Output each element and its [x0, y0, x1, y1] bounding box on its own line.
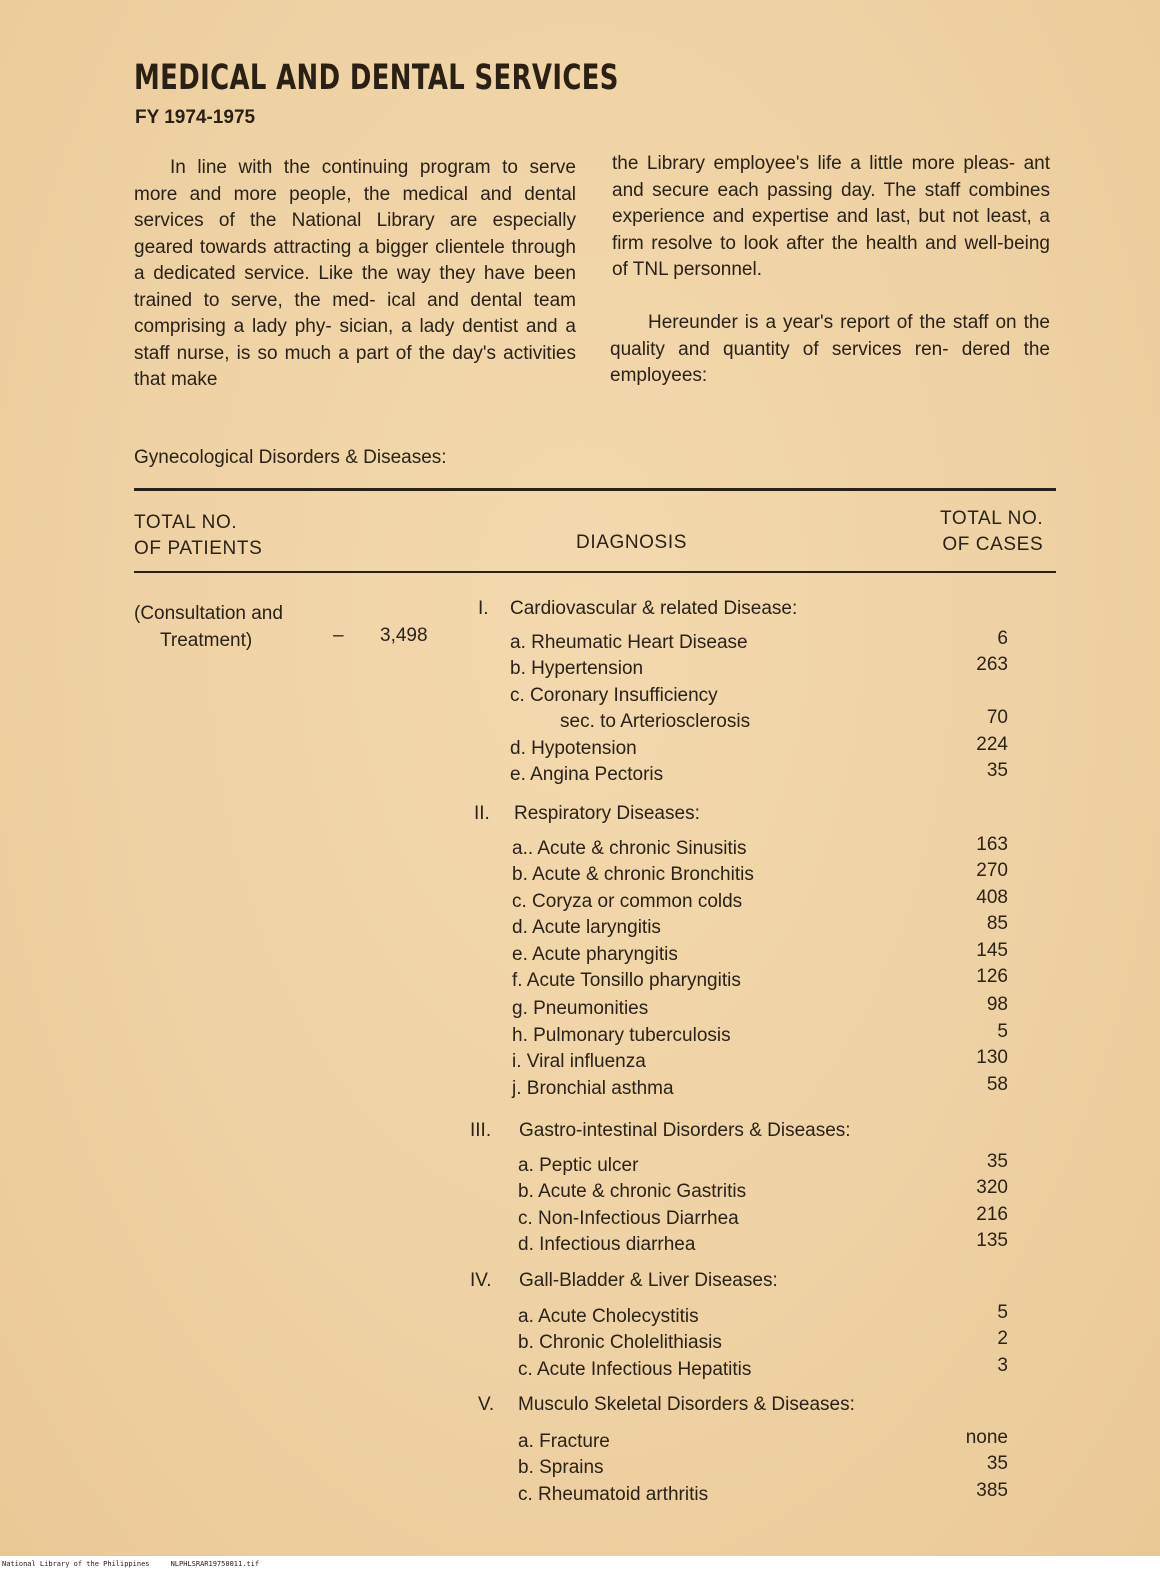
- diagnosis-item-label: b. Chronic Cholelithiasis: [518, 1332, 722, 1353]
- diagnosis-item-cases: 130: [976, 1047, 1008, 1068]
- section-numeral: III.: [470, 1120, 492, 1141]
- diagnosis-item-cases: 135: [976, 1230, 1008, 1251]
- diagnosis-item-cases: 35: [986, 1453, 1008, 1474]
- diagnosis-item-label: a. Fracture: [518, 1431, 610, 1452]
- diagnosis-item-label: d. Infectious diarrhea: [518, 1234, 696, 1255]
- diagnosis-item-cases: 70: [986, 707, 1008, 728]
- diagnosis-item-cases: 2: [997, 1328, 1008, 1349]
- diagnosis-item-label: a. Rheumatic Heart Disease: [510, 632, 748, 653]
- section-title: Gastro-intestinal Disorders & Diseases:: [519, 1120, 851, 1141]
- diagnosis-item-cases: 3: [997, 1355, 1008, 1376]
- diagnosis-item-cases: 145: [976, 940, 1008, 961]
- diagnosis-item-label: j. Bronchial asthma: [512, 1078, 674, 1099]
- diagnosis-item-label: a. Peptic ulcer: [518, 1155, 639, 1176]
- diagnosis-item-label: d. Hypotension: [510, 738, 637, 759]
- scan-footer-caption: National Library of the Philippines NLPHLSRAR19750011.tif: [2, 1560, 260, 1568]
- diagnosis-item-cases: 126: [976, 966, 1008, 987]
- diagnosis-item-cases: 320: [976, 1177, 1008, 1198]
- patients-total: 3,498: [380, 625, 428, 646]
- gynecological-label: Gynecological Disorders & Diseases:: [134, 447, 447, 468]
- diagnosis-item-label: c. Rheumatoid arthritis: [518, 1484, 709, 1505]
- diagnosis-item-label: b. Hypertension: [510, 658, 644, 679]
- diagnosis-item-label: g. Pneumonities: [512, 998, 649, 1019]
- patients-dash: –: [333, 625, 344, 646]
- patients-description-line1: (Consultation and: [134, 603, 283, 624]
- diagnosis-item-label: c. Non-Infectious Diarrhea: [518, 1208, 739, 1229]
- intro-paragraph-right-2: Hereunder is a year's report of the staff on the quality and quantity of services ren- dered the employees:: [610, 312, 1050, 386]
- diagnosis-item-cases: 163: [976, 834, 1008, 855]
- header-total-patients-line1: TOTAL NO.: [134, 512, 238, 533]
- diagnosis-item-label: b. Acute & chronic Bronchitis: [512, 864, 754, 885]
- section-numeral: IV.: [470, 1270, 492, 1291]
- diagnosis-item-label: c. Coryza or common colds: [512, 891, 743, 912]
- diagnosis-item-label: e. Acute pharyngitis: [512, 944, 678, 965]
- diagnosis-item-cases: 224: [976, 734, 1008, 755]
- diagnosis-item-cases: 6: [997, 628, 1008, 649]
- diagnosis-item-cases: 58: [986, 1074, 1008, 1095]
- diagnosis-item-label: b. Sprains: [518, 1457, 604, 1478]
- diagnosis-item-label: c. Acute Infectious Hepatitis: [518, 1359, 752, 1380]
- section-title: Respiratory Diseases:: [514, 803, 700, 824]
- section-title: Musculo Skeletal Disorders & Diseases:: [518, 1394, 855, 1415]
- diagnosis-item-label: sec. to Arteriosclerosis: [560, 711, 751, 732]
- diagnosis-item-label: i. Viral influenza: [512, 1051, 646, 1072]
- section-numeral: V.: [478, 1394, 495, 1415]
- diagnosis-item-label: c. Coronary Insufficiency: [510, 685, 718, 706]
- diagnosis-item-cases: 385: [976, 1480, 1008, 1501]
- header-total-cases-line2: OF CASES: [942, 534, 1044, 555]
- diagnosis-item-label: h. Pulmonary tuberculosis: [512, 1025, 731, 1046]
- header-total-cases-line1: TOTAL NO.: [940, 508, 1044, 529]
- diagnosis-item-cases: 263: [976, 654, 1008, 675]
- diagnosis-item-cases: 408: [976, 887, 1008, 908]
- diagnosis-item-cases: 270: [976, 860, 1008, 881]
- header-diagnosis: DIAGNOSIS: [576, 532, 687, 553]
- patients-description: [134, 600, 283, 654]
- diagnosis-item-label: b. Acute & chronic Gastritis: [518, 1181, 747, 1202]
- diagnosis-item-cases: 35: [986, 760, 1008, 781]
- diagnosis-item-label: a.. Acute & chronic Sinusitis: [512, 838, 747, 859]
- header-total-cases: [940, 506, 1043, 558]
- diagnosis-item-label: e. Angina Pectoris: [510, 764, 664, 785]
- diagnosis-item-cases: 85: [986, 913, 1008, 934]
- page-subtitle: FY 1974-1975: [135, 107, 256, 128]
- header-total-patients-line2: OF PATIENTS: [134, 538, 263, 559]
- intro-paragraph-left: In line with the continuing program to serve more and more people, the medical and dental services of the National Library are especially geared towards attracting a bigger clientele through a dedicated service. Like the way they have been trained to serve, the med- ical and dental team comprising a lady phy- sician, a lady dentist and a staff nurse, is so much a part of the day's activities that make: [134, 157, 576, 390]
- section-title: Cardiovascular & related Disease:: [510, 598, 798, 619]
- diagnosis-item-cases: 5: [997, 1021, 1008, 1042]
- section-numeral: I.: [478, 598, 489, 619]
- diagnosis-item-label: a. Acute Cholecystitis: [518, 1306, 699, 1327]
- section-numeral: II.: [474, 803, 490, 824]
- diagnosis-item-cases: 35: [986, 1151, 1008, 1172]
- intro-paragraph-right-1: the Library employee's life a little more pleas- ant and secure each passing day. The staff combines experience and expertise and last, but not least, a firm resolve to look after the health and well-being of TNL personnel.: [612, 153, 1050, 280]
- header-total-patients: [134, 510, 262, 562]
- diagnosis-item-label: f. Acute Tonsillo pharyngitis: [512, 970, 741, 991]
- section-title: Gall-Bladder & Liver Diseases:: [519, 1270, 778, 1291]
- diagnosis-item-cases: 216: [976, 1204, 1008, 1225]
- page-title: MEDICAL AND DENTAL SERVICES: [134, 58, 619, 98]
- patients-description-line2: Treatment): [160, 630, 253, 651]
- table-rule-header: [134, 571, 1056, 573]
- diagnosis-item-cases: none: [965, 1427, 1008, 1448]
- diagnosis-item-cases: 98: [986, 994, 1008, 1015]
- diagnosis-item-cases: 5: [997, 1302, 1008, 1323]
- diagnosis-item-label: d. Acute laryngitis: [512, 917, 661, 938]
- table-rule-top: [134, 488, 1056, 491]
